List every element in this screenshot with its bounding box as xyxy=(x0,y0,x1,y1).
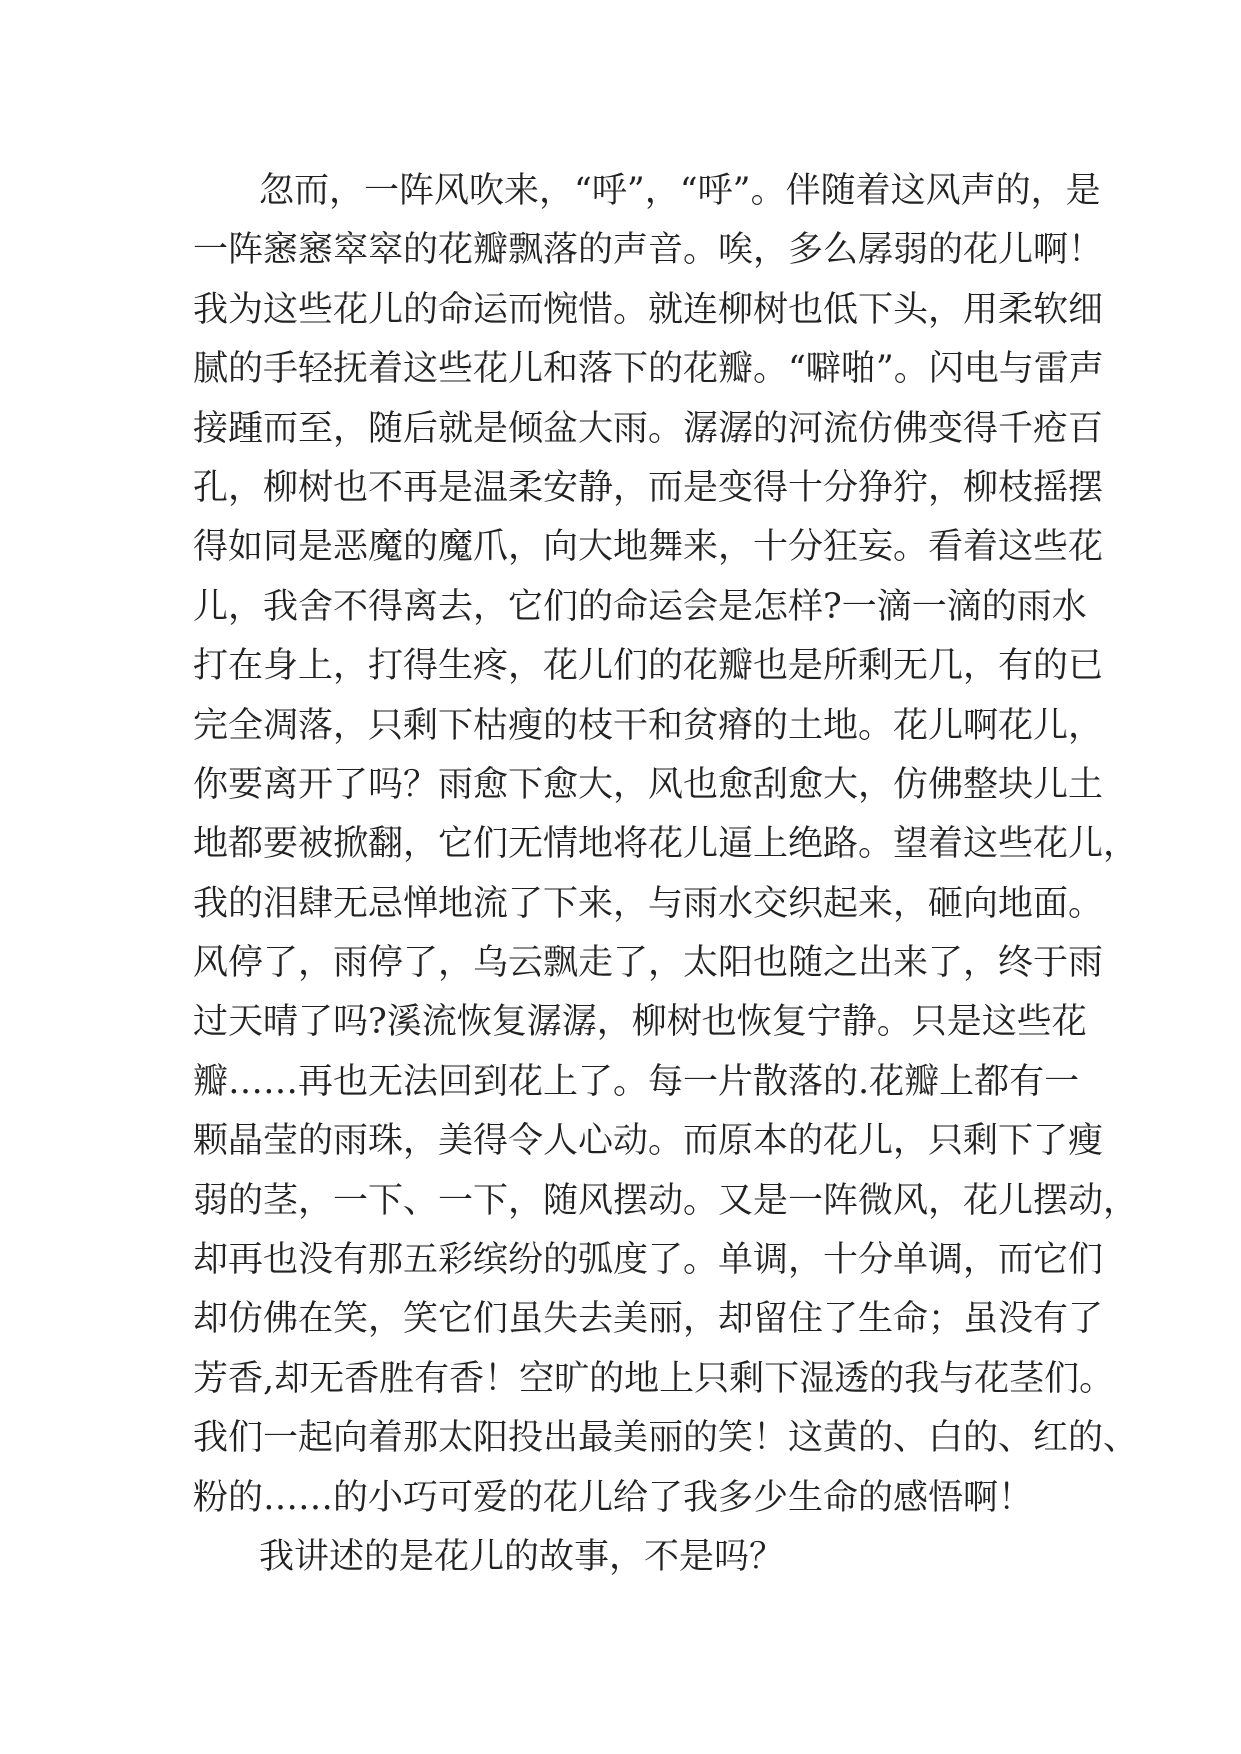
text-line: 完全凋落，只剩下枯瘦的枝干和贫瘠的土地。花儿啊花儿， xyxy=(193,705,1104,746)
text-line: 风停了，雨停了，乌云飘走了，太阳也随之出来了，终于雨 xyxy=(193,943,1104,984)
text-line: 却仿佛在笑，笑它们虽失去美丽，却留住了生命；虽没有了 xyxy=(193,1299,1104,1340)
text-line: 我为这些花儿的命运而惋惜。就连柳树也低下头，用柔软细 xyxy=(193,289,1104,330)
text-line: 腻的手轻抚着这些花儿和落下的花瓣。“噼啪”。闪电与雷声 xyxy=(193,349,1104,390)
text-line: 过天晴了吗?溪流恢复潺潺，柳树也恢复宁静。只是这些花 xyxy=(193,1002,1087,1043)
text-line: 我的泪肆无忌惮地流了下来，与雨水交织起来，砸向地面。 xyxy=(193,883,1104,924)
text-line: 却再也没有那五彩缤纷的弧度了。单调，十分单调，而它们 xyxy=(193,1240,1104,1281)
text-line: 颗晶莹的雨珠，美得令人心动。而原本的花儿，只剩下了瘦 xyxy=(193,1121,1104,1162)
paragraph xyxy=(193,1528,1073,1587)
text-line: 孔，柳树也不再是温柔安静，而是变得十分狰狞，柳枝摇摆 xyxy=(193,467,1104,508)
text-line: 芳香,却无香胜有香！空旷的地上只剩下湿透的我与花茎们。 xyxy=(193,1358,1115,1399)
text-line: 你要离开了吗？雨愈下愈大，风也愈刮愈大，仿佛整块儿土 xyxy=(193,764,1104,805)
text-line: 打在身上，打得生疼，花儿们的花瓣也是所剩无几，有的已 xyxy=(193,646,1104,687)
text-line: 忽而，一阵风吹来，“呼”，“呼”。伴随着这风声的，是 xyxy=(259,171,1101,211)
text-line: 瓣……再也无法回到花上了。每一片散落的.花瓣上都有一 xyxy=(193,1061,1080,1102)
text-line: 儿，我舍不得离去，它们的命运会是怎样?一滴一滴的雨水 xyxy=(193,586,1087,627)
text-line: 弱的茎，一下、一下，随风摆动。又是一阵微风，花儿摆动， xyxy=(193,1180,1139,1221)
text-line: 我讲述的是花儿的故事，不是吗？ xyxy=(259,1536,785,1577)
text-line: 一阵窸窸窣窣的花瓣飘落的声音。唉，多么孱弱的花儿啊！ xyxy=(193,230,1104,271)
text-line: 得如同是恶魔的魔爪，向大地舞来，十分狂妄。看着这些花 xyxy=(193,527,1104,568)
text-line: 地都要被掀翻，它们无情地将花儿逼上绝路。望着这些花儿， xyxy=(193,824,1139,865)
body-text xyxy=(193,162,1139,1587)
text-line: 我们一起向着那太阳投出最美丽的笑！这黄的、白的、红的、 xyxy=(193,1418,1139,1459)
text-line: 粉的……的小巧可爱的花儿给了我多少生命的感悟啊！ xyxy=(193,1477,1034,1518)
text-line: 接踵而至，随后就是倾盆大雨。潺潺的河流仿佛变得千疮百 xyxy=(193,408,1104,449)
paragraph xyxy=(193,162,1139,1528)
